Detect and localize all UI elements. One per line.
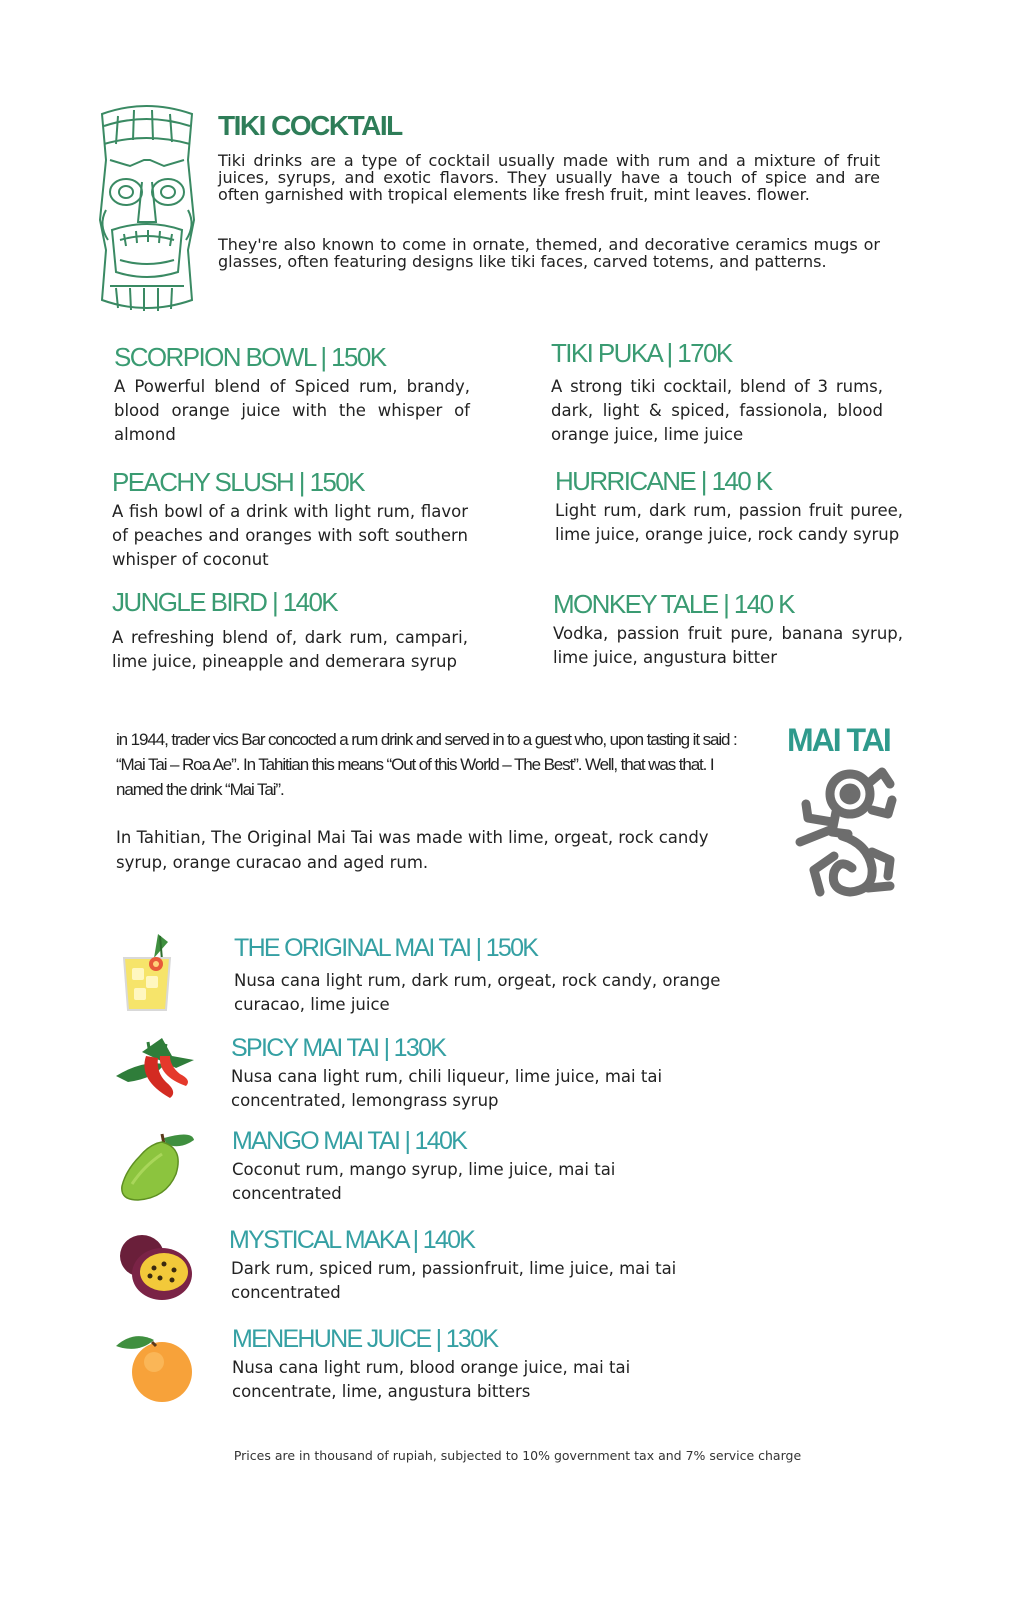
mai-tai-item-original: [234, 934, 764, 1017]
menu-item-name: TIKI PUKA | 170K: [551, 338, 732, 368]
mai-tai-item-mystical-maka: [229, 1226, 691, 1305]
menu-item-name: THE ORIGINAL MAI TAI | 150K: [234, 934, 538, 962]
mai-tai-title: MAI TAI: [787, 722, 890, 758]
tiki-intro-paragraph-2: They're also known to come in ornate, themed, and decorative ceramics mugs or glasses, often featuring designs like tiki faces, carved totems, and patterns.: [218, 235, 880, 271]
menu-item-name: MENEHUNE JUICE | 130K: [232, 1325, 498, 1353]
menu-item-name: MANGO MAI TAI | 140K: [232, 1127, 467, 1155]
chili-pepper-icon: [112, 1036, 196, 1102]
menu-item-jungle-bird: [112, 587, 468, 674]
passion-fruit-icon: [118, 1232, 196, 1302]
menu-item-desc: A Powerful blend of Spiced rum, brandy, blood orange juice with the whisper of almond: [114, 377, 470, 444]
menu-item-tiki-puka: [551, 338, 883, 447]
menu-item-scorpion-bowl: [114, 342, 470, 447]
mango-icon: [118, 1126, 196, 1202]
menu-item-name: JUNGLE BIRD | 140K: [112, 587, 338, 617]
menu-item-desc: Nusa cana light rum, dark rum, orgeat, rock candy, orange curacao, lime juice: [234, 971, 721, 1014]
menu-item-desc: A fish bowl of a drink with light rum, flavor of peaches and oranges with soft southern whisper of coconut: [112, 502, 468, 569]
price-footnote: Prices are in thousand of rupiah, subjected to 10% government tax and 7% service charge: [233, 1448, 802, 1463]
tiki-cocktail-title: TIKI COCKTAIL: [218, 110, 402, 141]
menu-item-desc: Nusa cana light rum, blood orange juice, mai tai concentrate, lime, angustura bitters: [232, 1358, 631, 1401]
menu-item-desc: Coconut rum, mango syrup, lime juice, mai tai concentrated: [232, 1160, 616, 1203]
menu-item-name: MONKEY TALE | 140 K: [553, 589, 794, 619]
cocktail-glass-icon: [118, 932, 176, 1014]
menu-item-name: SCORPION BOWL | 150K: [114, 342, 386, 372]
mai-tai-story: in 1944, trader vics Bar concocted a rum drink and served in to a guest who, upon tasting it said : “Mai Tai – Roa Ae”. In Tahitian this means “Out of this World – The Best”. Well, that was that. I named the drink “Mai Tai”.: [116, 730, 737, 799]
menu-item-desc: Nusa cana light rum, chili liqueur, lime juice, mai tai concentrated, lemongrass syrup: [231, 1067, 663, 1110]
orange-icon: [114, 1332, 194, 1404]
tiki-mug-icon: [96, 100, 198, 316]
menu-item-desc: A strong tiki cocktail, blend of 3 rums, dark, light & spiced, fassionola, blood orange juice, lime juice: [551, 377, 883, 444]
menu-item-name: SPICY MAI TAI | 130K: [231, 1034, 446, 1062]
menu-item-desc: Dark rum, spiced rum, passionfruit, lime juice, mai tai concentrated: [231, 1259, 677, 1302]
monkey-glyph-icon: [786, 760, 900, 904]
tiki-intro-paragraph: Tiki drinks are a type of cocktail usually made with rum and a mixture of fruit juices, syrups, and exotic flavors. They usually have a touch of spice and are often garnished with tropical elements like fresh fruit, mint leaves. flower.: [218, 151, 880, 204]
menu-item-name: HURRICANE | 140 K: [555, 466, 772, 496]
menu-item-desc: Light rum, dark rum, passion fruit puree, lime juice, orange juice, rock candy syrup: [555, 501, 903, 544]
menu-item-name: MYSTICAL MAKA | 140K: [229, 1226, 475, 1254]
mai-tai-origin: In Tahitian, The Original Mai Tai was made with lime, orgeat, rock candy syrup, orange curacao and aged rum.: [116, 828, 709, 872]
mai-tai-item-spicy: [231, 1034, 691, 1113]
menu-item-peachy-slush: [112, 467, 468, 572]
menu-item-desc: A refreshing blend of, dark rum, campari, lime juice, pineapple and demerara syrup: [112, 628, 468, 671]
mai-tai-item-mango: [232, 1127, 672, 1206]
mai-tai-item-menehune-juice: [232, 1325, 672, 1404]
menu-item-desc: Vodka, passion fruit pure, banana syrup, lime juice, angustura bitter: [553, 624, 903, 667]
menu-item-monkey-tale: [553, 589, 903, 670]
menu-item-name: PEACHY SLUSH | 150K: [112, 467, 364, 497]
menu-item-hurricane: [555, 466, 903, 547]
